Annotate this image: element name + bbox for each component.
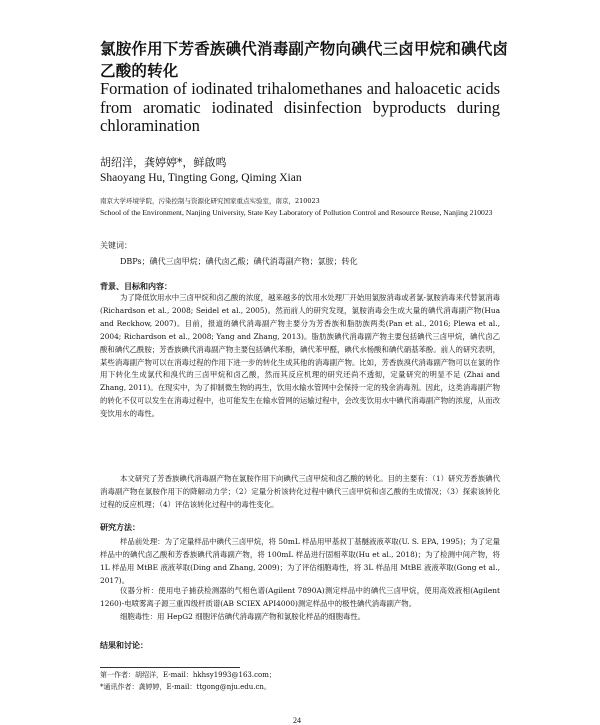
- methods-paragraph-2: 仪器分析：使用电子捕获检测器的气相色谱(Agilent 7890A)测定样品中的碘代三卤甲烷，使用高效液相(Agilent 1260)-电喷雾离子源三重四级杆质谱(AB SCIEX API4000)测定样品中的极性碘代消毒副产物。: [100, 586, 500, 608]
- results-heading: 结果和讨论：: [100, 640, 148, 650]
- footnote-corresponding-author: *通讯作者：龚婷婷，E-mail：ttgong@nju.edu.cn。: [100, 683, 271, 691]
- methods-paragraph-3: 细胞毒性：用 HepG2 细胞评估碘代消毒副产物和氯胺化样品的细胞毒性。: [120, 612, 366, 621]
- affiliation-chinese: 南京大学环境学院，污染控制与资源化研究国家重点实验室，南京，210023: [100, 197, 320, 205]
- title-english: Formation of iodinated trihalomethanes and haloacetic acids from aromatic iodinated disinfection byproducts during chloramination: [100, 79, 500, 135]
- methods-heading: 研究方法：: [100, 522, 140, 532]
- background-heading: 背景、目标和内容：: [100, 281, 172, 291]
- affiliation-english: School of the Environment, Nanjing University, State Key Laboratory of Pollution Control and Resource Reuse, Nanjing 210023: [100, 208, 493, 217]
- methods-paragraph-1: 样品前处理：为了定量样品中碘代三卤甲烷，将 50mL 样品用甲基叔丁基醚液液萃取(U. S. EPA, 1995)；为了定量样品中的碘代卤乙酸和芳香族碘代消毒副产物，将 100mL 样品进行固相萃取(Hu et al., 2018)；为了检测中间产物，将 1L 样品用 MtBE 液液萃取(Ding and Zhang, 2009)；为了评估细胞毒性，将 3L 样品用 MtBE 液液萃取(Gong et al., 2017)。: [100, 537, 500, 585]
- authors-english: Shaoyang Hu, Tingting Gong, Qiming Xian: [100, 172, 302, 184]
- footnote-first-author: 第一作者：胡绍洋，E-mail：hkhsy1993@163.com；: [100, 671, 276, 679]
- background-paragraph-2: 本文研究了芳香族碘代消毒副产物在氯胺作用下向碘代三卤甲烷和卤乙酸的转化。目的主要有：（1）研究芳香族碘代消毒副产物在氯胺作用下的降解动力学；（2）定量分析该转化过程中碘代三卤甲烷和卤乙酸的生成情况；（3）探索该转化过程的反应机理；（4）评估该转化过程中的毒性变化。: [100, 474, 500, 509]
- keywords-heading: 关键词：: [100, 241, 132, 250]
- background-paragraph-1: 为了降低饮用水中三卤甲烷和卤乙酸的浓度，越来越多的饮用水处理厂开始用氯胺消毒或者氯-氯胺消毒来代替氯消毒(Richardson et al., 2008; Seidel et al., 2005)。然而前人的研究发现，氯胺消毒会生成大量的碘代消毒副产物(Hua and Reckhow, 2007)。目前，报道的碘代消毒副产物主要分为芳香族和脂肪族两类(Pan et al., 2016; Plewa et al., 2004; Richardson et al., 2008; Yang and Zhang, 2013)。脂肪族碘代消毒副产物主要包括碘代三卤甲烷，碘代卤乙酸和碘代乙酰胺；芳香族碘代消毒副产物主要包括碘代苯酚，碘代苯甲醛，碘代水杨酸和碘代硝基苯酚。前人的研究表明，某些消毒副产物可以在消毒过程的作用下进一步的转化生成其他的消毒副产物。比如，芳香族溴代消毒副产物可以在氯的作用下转化生成氯代和溴代的三卤甲烷和卤乙酸，然而其反应机理的研究还尚不透彻，定量研究的明显不足 (Zhai and Zhang, 2011)。在现实中，为了抑制微生物的再生，饮用水输水管网中会保持一定的残余消毒剂。因此，这类消毒副产物的转化不仅可以发生在消毒过程中，也可能发生在输水管网的运输过程中，会改变饮用水中碘代消毒副产物的浓度，从而改变饮用水的毒性。: [100, 293, 500, 419]
- footnote-divider: [100, 667, 240, 668]
- title-chinese: 氯胺作用下芳香族碘代消毒副产物向碘代三卤甲烷和碘代卤乙酸的转化: [100, 40, 509, 80]
- keywords-list: DBPs；碘代三卤甲烷；碘代卤乙酸；碘代消毒副产物；氯胺；转化: [120, 257, 358, 266]
- authors-chinese: 胡绍洋，龚婷婷*，鲜啟鸣: [100, 156, 227, 169]
- page-number: 24: [293, 716, 301, 725]
